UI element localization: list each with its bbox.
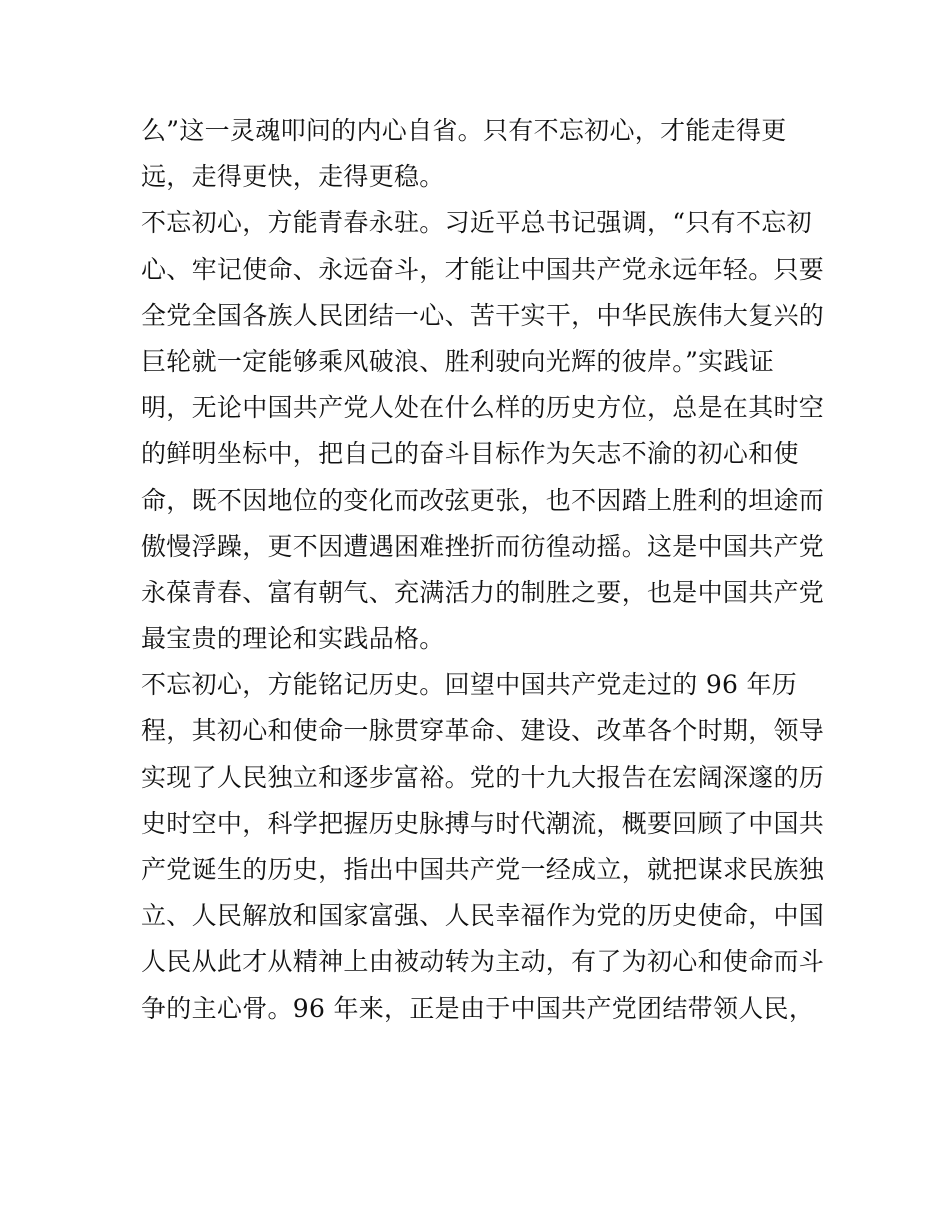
text-line: 远，走得更快，走得更稳。	[141, 162, 445, 192]
text-line: 命，既不因地位的变化而改弦更张，也不因踏上胜利的坦途而	[141, 485, 825, 515]
text-line: 史时空中，科学把握历史脉搏与时代潮流，概要回顾了中国共	[141, 808, 825, 838]
text-line: 人民从此才从精神上由被动转为主动，有了为初心和使命而斗	[141, 947, 825, 977]
text-line: 不忘初心，方能铭记历史。回望中国共产党走过的 96 年历	[141, 670, 798, 700]
text-line: 实现了人民独立和逐步富裕。党的十九大报告在宏阔深邃的历	[141, 762, 825, 792]
text-line: 立、人民解放和国家富强、人民幸福作为党的历史使命，中国	[141, 901, 825, 931]
text-line: 么”这一灵魂叩问的内心自省。只有不忘初心，才能走得更	[141, 116, 787, 145]
text-line: 傲慢浮躁，更不因遭遇困难挫折而彷徨动摇。这是中国共产党	[141, 531, 825, 561]
text-line: 全党全国各族人民团结一心、苦干实干，中华民族伟大复兴的	[141, 300, 825, 330]
text-line: 程，其初心和使命一脉贯穿革命、建设、改革各个时期，领导	[141, 716, 825, 746]
text-line: 永葆青春、富有朝气、充满活力的制胜之要，也是中国共产党	[141, 577, 825, 607]
text-line: 争的主心骨。96 年来，正是由于中国共产党团结带领人民，	[141, 993, 815, 1023]
text-line: 产党诞生的历史，指出中国共产党一经成立，就把谋求民族独	[141, 855, 825, 884]
text-line: 明，无论中国共产党人处在什么样的历史方位，总是在其时空	[141, 393, 825, 423]
text-line: 最宝贵的理论和实践品格。	[141, 624, 445, 654]
body-text	[141, 108, 825, 1032]
text-line: 心、牢记使命、永远奋斗，才能让中国共产党永远年轻。只要	[141, 254, 825, 284]
text-line: 巨轮就一定能够乘风破浪、胜利驶向光辉的彼岸。”实践证	[141, 346, 775, 376]
text-line: 的鲜明坐标中，把自己的奋斗目标作为矢志不渝的初心和使	[141, 439, 799, 469]
text-line: 不忘初心，方能青春永驻。习近平总书记强调，“只有不忘初	[141, 208, 812, 238]
